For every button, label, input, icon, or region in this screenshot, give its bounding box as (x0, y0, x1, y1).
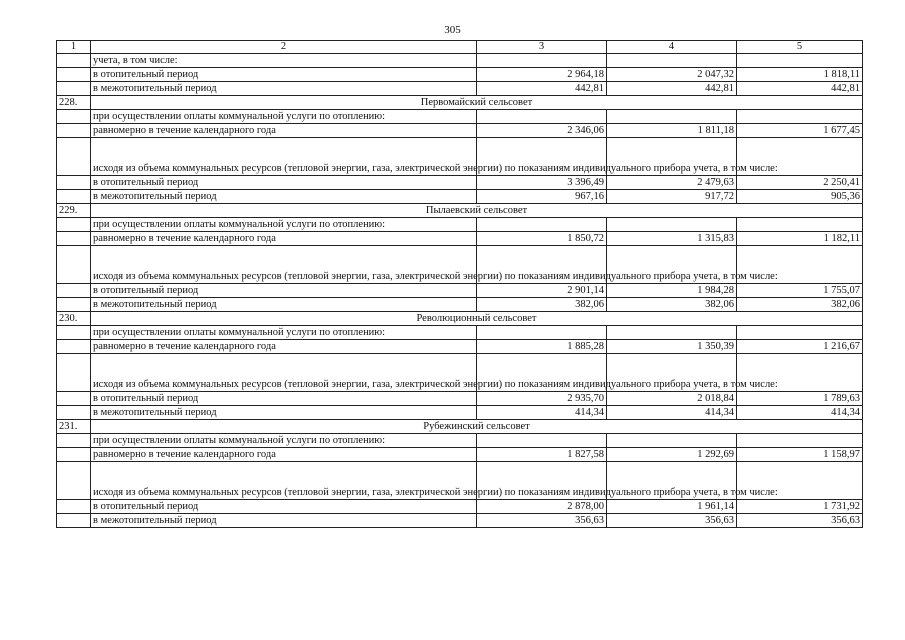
value-col-4: 414,34 (607, 405, 737, 419)
row-number (57, 123, 91, 137)
value-col-3: 2 901,14 (477, 283, 607, 297)
value-col-3 (477, 433, 607, 447)
row-label: исходя из объема коммунальных ресурсов (тепловой энергии, газа, электрической энергии) по показаниям индивидуального прибора учета, в том числе: (91, 137, 477, 175)
table-row (57, 245, 863, 283)
row-number (57, 405, 91, 419)
value-col-4: 2 047,32 (607, 67, 737, 81)
row-number (57, 245, 91, 283)
tariff-table (56, 40, 863, 528)
value-col-5: 1 158,97 (737, 447, 863, 461)
settlement-name: Пылаевский сельсовет (91, 203, 863, 217)
table-row (57, 189, 863, 203)
value-col-5: 442,81 (737, 81, 863, 95)
row-label: в межотопительный период (91, 405, 477, 419)
value-col-4 (607, 433, 737, 447)
value-col-3: 356,63 (477, 513, 607, 527)
value-col-5: 1 182,11 (737, 231, 863, 245)
row-number (57, 513, 91, 527)
row-number: 231. (57, 419, 91, 433)
value-col-5 (737, 217, 863, 231)
value-col-3 (477, 53, 607, 67)
value-col-5 (737, 325, 863, 339)
row-number (57, 499, 91, 513)
settlement-name: Революционный сельсовет (91, 311, 863, 325)
row-label: равномерно в течение календарного года (91, 123, 477, 137)
row-label: исходя из объема коммунальных ресурсов (тепловой энергии, газа, электрической энергии) по показаниям индивидуального прибора учета, в том числе: (91, 245, 477, 283)
value-col-5 (737, 53, 863, 67)
table-row (57, 353, 863, 391)
settlement-name: Рубежинский сельсовет (91, 419, 863, 433)
table-row (57, 447, 863, 461)
table-row (57, 283, 863, 297)
value-col-3: 967,16 (477, 189, 607, 203)
value-col-3: 3 396,49 (477, 175, 607, 189)
row-number (57, 231, 91, 245)
value-col-3: 2 346,06 (477, 123, 607, 137)
column-header-1: 1 (57, 41, 91, 54)
settlement-row (57, 95, 863, 109)
value-col-4: 2 479,63 (607, 175, 737, 189)
settlement-name: Первомайский сельсовет (91, 95, 863, 109)
row-number (57, 137, 91, 175)
value-col-4: 2 018,84 (607, 391, 737, 405)
value-col-4: 1 961,14 (607, 499, 737, 513)
value-col-5: 414,34 (737, 405, 863, 419)
column-header-4: 4 (607, 41, 737, 54)
row-number: 229. (57, 203, 91, 217)
value-col-4: 1 292,69 (607, 447, 737, 461)
value-col-5: 382,06 (737, 297, 863, 311)
table-row (57, 109, 863, 123)
page-number: 305 (444, 24, 461, 36)
row-label: в межотопительный период (91, 81, 477, 95)
table-row (57, 137, 863, 175)
row-number (57, 175, 91, 189)
row-number (57, 189, 91, 203)
value-col-3 (477, 325, 607, 339)
row-number (57, 391, 91, 405)
value-col-5: 905,36 (737, 189, 863, 203)
value-col-5: 2 250,41 (737, 175, 863, 189)
value-col-5: 1 818,11 (737, 67, 863, 81)
value-col-3: 1 885,28 (477, 339, 607, 353)
table-row (57, 461, 863, 499)
row-number (57, 53, 91, 67)
row-label: при осуществлении оплаты коммунальной услуги по отоплению: (91, 217, 477, 231)
value-col-3: 1 850,72 (477, 231, 607, 245)
table-row (57, 175, 863, 189)
row-number (57, 353, 91, 391)
value-col-5 (737, 109, 863, 123)
table-row (57, 499, 863, 513)
row-label: при осуществлении оплаты коммунальной услуги по отоплению: (91, 433, 477, 447)
row-number (57, 433, 91, 447)
row-label: в отопительный период (91, 499, 477, 513)
table-body (57, 41, 863, 528)
value-col-4: 917,72 (607, 189, 737, 203)
row-number (57, 325, 91, 339)
value-col-3: 2 935,70 (477, 391, 607, 405)
value-col-4: 1 811,18 (607, 123, 737, 137)
value-col-3: 382,06 (477, 297, 607, 311)
table-row (57, 513, 863, 527)
row-label: исходя из объема коммунальных ресурсов (тепловой энергии, газа, электрической энергии) по показаниям индивидуального прибора учета, в том числе: (91, 353, 477, 391)
table-row (57, 405, 863, 419)
value-col-4: 356,63 (607, 513, 737, 527)
table-row (57, 81, 863, 95)
row-label: равномерно в течение календарного года (91, 231, 477, 245)
value-col-4: 382,06 (607, 297, 737, 311)
value-col-4 (607, 109, 737, 123)
settlement-row (57, 311, 863, 325)
row-number (57, 297, 91, 311)
table-row (57, 217, 863, 231)
column-header-2: 2 (91, 41, 477, 54)
value-col-3: 414,34 (477, 405, 607, 419)
value-col-4: 1 350,39 (607, 339, 737, 353)
row-number (57, 461, 91, 499)
row-label: в межотопительный период (91, 189, 477, 203)
column-header-5: 5 (737, 41, 863, 54)
row-number: 228. (57, 95, 91, 109)
value-col-3: 2 878,00 (477, 499, 607, 513)
row-label: в отопительный период (91, 391, 477, 405)
row-number (57, 283, 91, 297)
value-col-4 (607, 325, 737, 339)
value-col-4 (607, 53, 737, 67)
value-col-5: 1 789,63 (737, 391, 863, 405)
value-col-5: 1 731,92 (737, 499, 863, 513)
table-row (57, 67, 863, 81)
value-col-5: 1 755,07 (737, 283, 863, 297)
row-number (57, 109, 91, 123)
row-label: равномерно в течение календарного года (91, 447, 477, 461)
value-col-5: 1 216,67 (737, 339, 863, 353)
row-number (57, 67, 91, 81)
settlement-row (57, 203, 863, 217)
row-label: учета, в том числе: (91, 53, 477, 67)
value-col-3: 2 964,18 (477, 67, 607, 81)
value-col-5: 1 677,45 (737, 123, 863, 137)
value-col-4: 1 984,28 (607, 283, 737, 297)
value-col-3 (477, 217, 607, 231)
row-number: 230. (57, 311, 91, 325)
value-col-3 (477, 109, 607, 123)
table-row (57, 339, 863, 353)
row-number (57, 217, 91, 231)
value-col-3: 442,81 (477, 81, 607, 95)
table-row (57, 391, 863, 405)
value-col-3: 1 827,58 (477, 447, 607, 461)
row-label: в межотопительный период (91, 297, 477, 311)
table-row (57, 297, 863, 311)
value-col-5: 356,63 (737, 513, 863, 527)
row-number (57, 81, 91, 95)
settlement-row (57, 419, 863, 433)
table-row (57, 433, 863, 447)
row-number (57, 447, 91, 461)
column-header-3: 3 (477, 41, 607, 54)
row-label: при осуществлении оплаты коммунальной услуги по отоплению: (91, 325, 477, 339)
value-col-4: 1 315,83 (607, 231, 737, 245)
row-number (57, 339, 91, 353)
row-label: исходя из объема коммунальных ресурсов (тепловой энергии, газа, электрической энергии) по показаниям индивидуального прибора учета, в том числе: (91, 461, 477, 499)
row-label: в отопительный период (91, 175, 477, 189)
value-col-4: 442,81 (607, 81, 737, 95)
value-col-4 (607, 217, 737, 231)
table-row (57, 325, 863, 339)
table-row (57, 53, 863, 67)
table-row (57, 123, 863, 137)
row-label: равномерно в течение календарного года (91, 339, 477, 353)
row-label: в отопительный период (91, 283, 477, 297)
table-row (57, 231, 863, 245)
column-header-row (57, 41, 863, 54)
value-col-5 (737, 433, 863, 447)
row-label: при осуществлении оплаты коммунальной услуги по отоплению: (91, 109, 477, 123)
row-label: в межотопительный период (91, 513, 477, 527)
row-label: в отопительный период (91, 67, 477, 81)
